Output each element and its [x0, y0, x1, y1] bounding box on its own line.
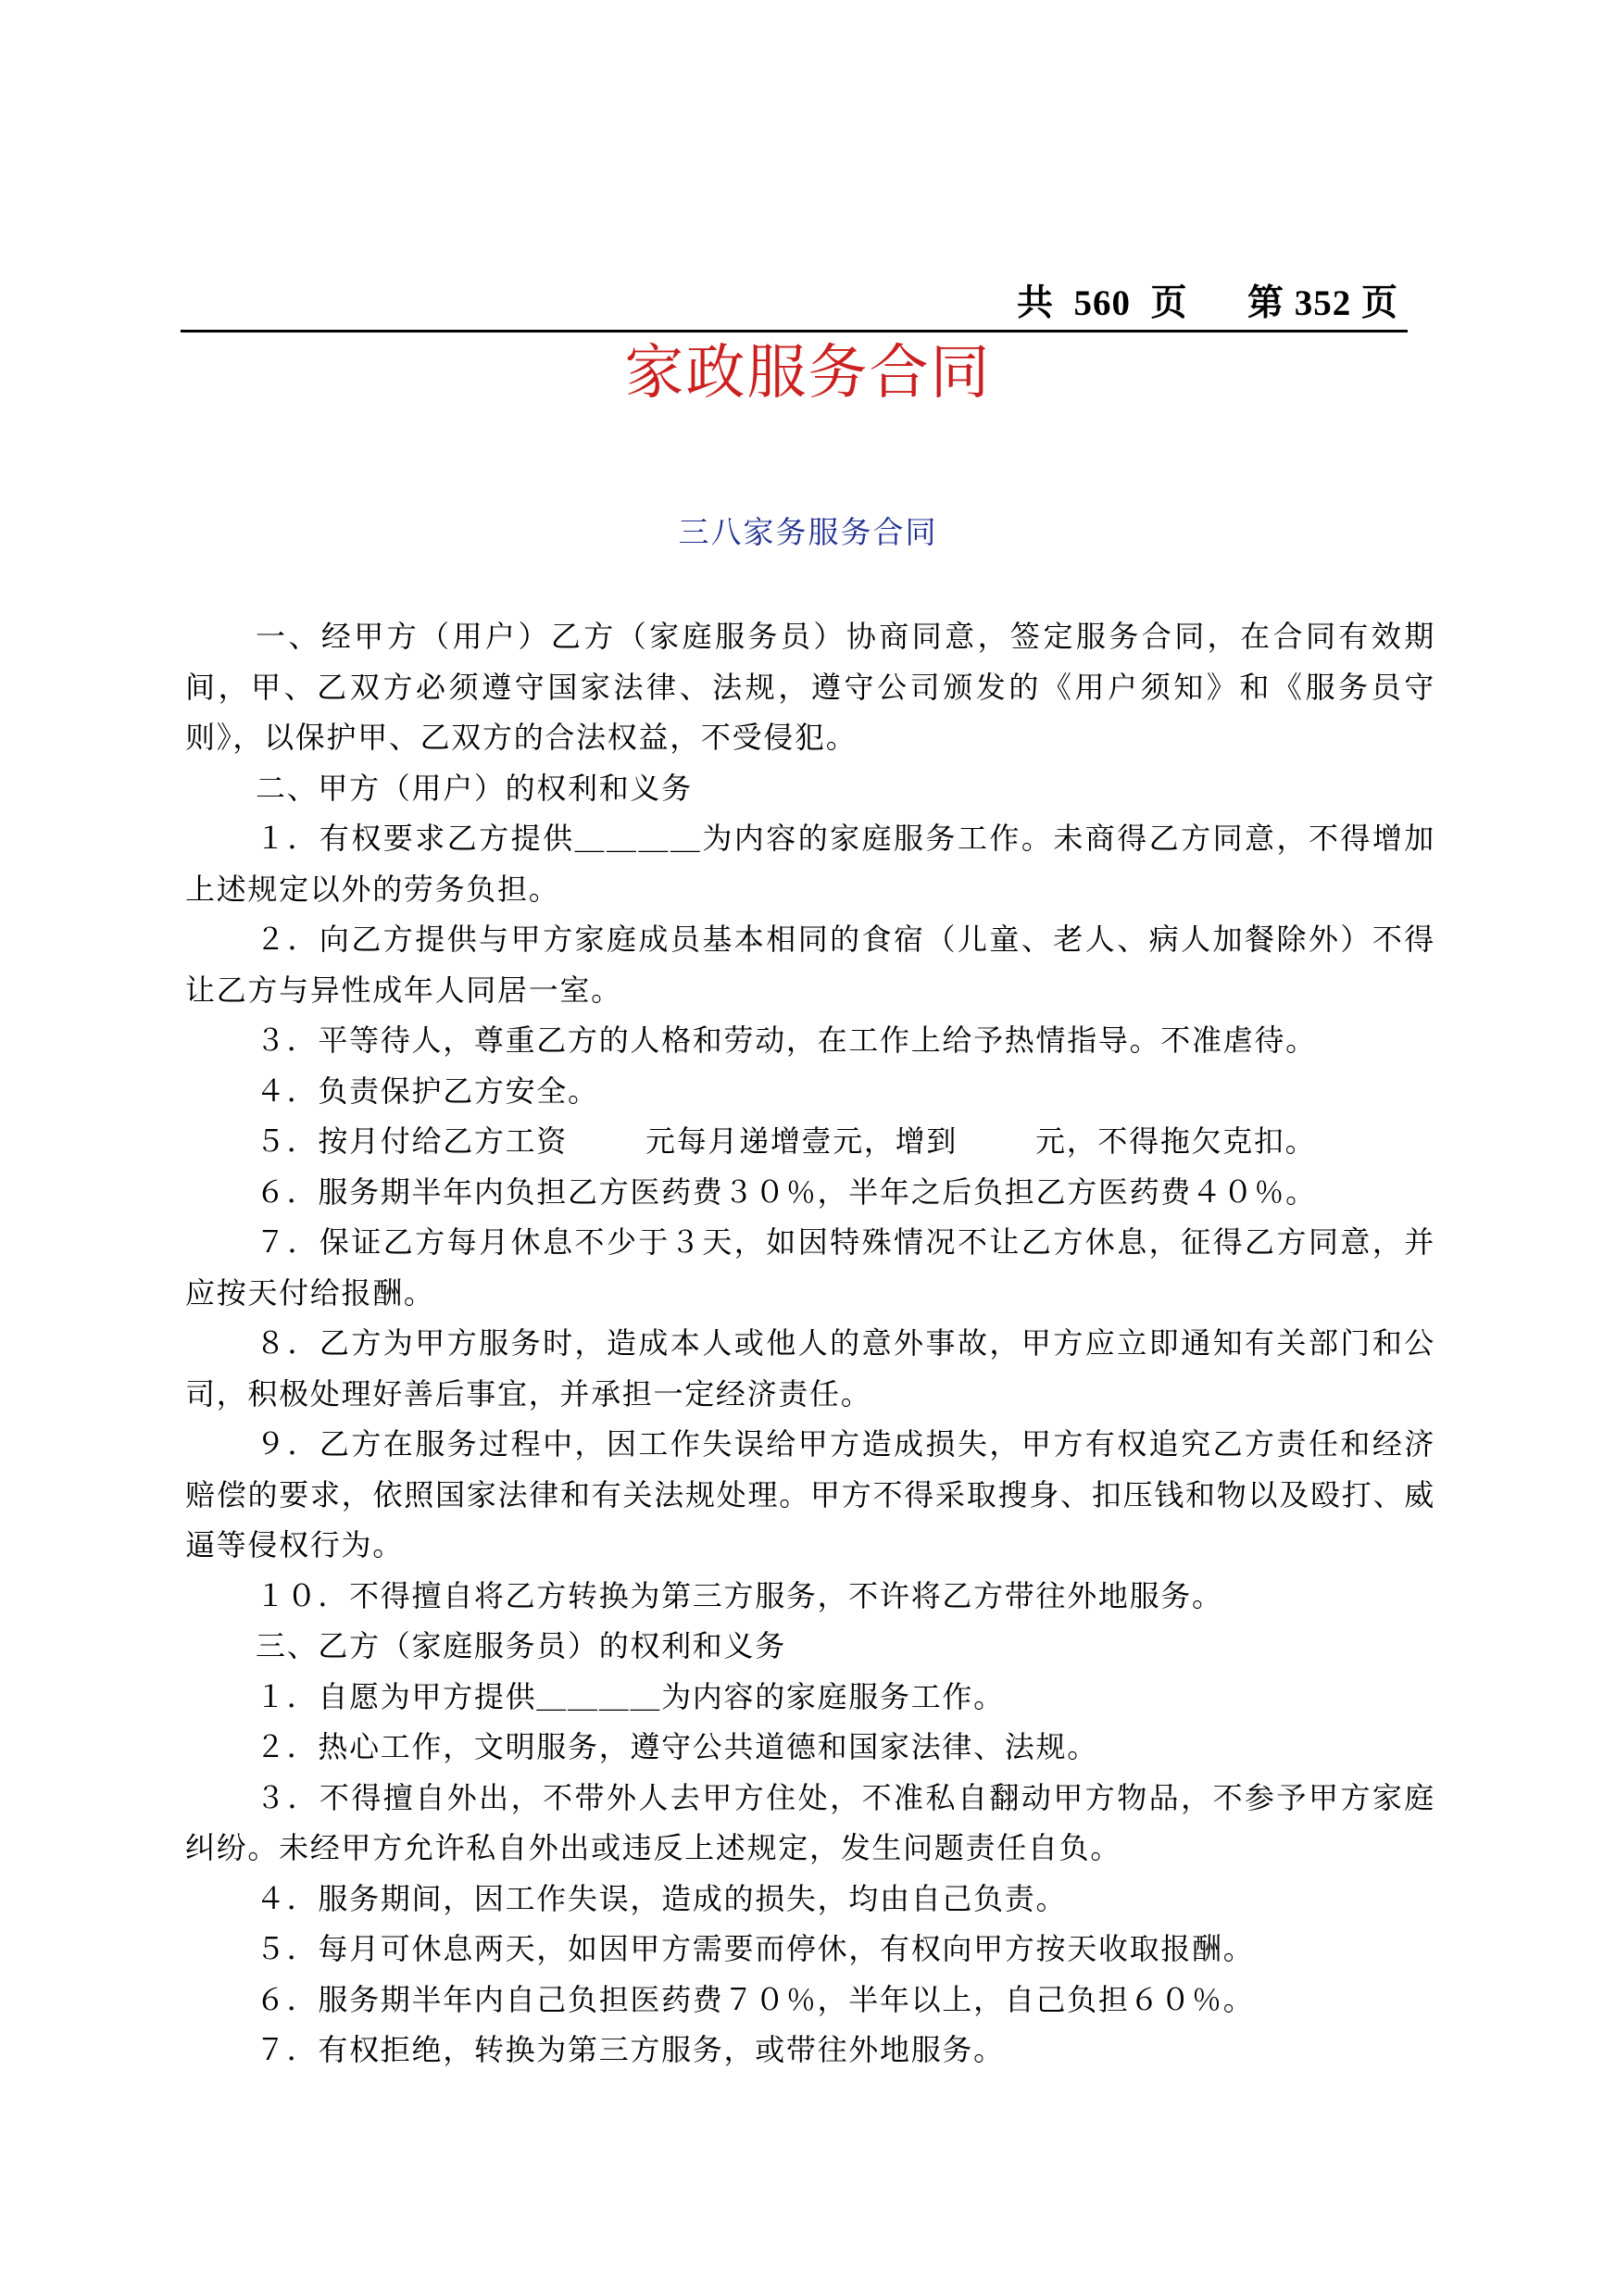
- clause-a-9: ９．乙方在服务过程中，因工作失误给甲方造成损失，甲方有权追究乙方责任和经济赔偿的要求，依照国家法律和有关法规处理。甲方不得采取搜身、扣压钱和物以及殴打、威逼等侵权行为。: [185, 1426, 1435, 1562]
- clause-a-5-text-1: ５．按月付给乙方工资: [256, 1123, 569, 1159]
- clause-a-3: ３．平等待人，尊重乙方的人格和劳动，在工作上给予热情指导。不准虐待。: [256, 1023, 1317, 1058]
- clause-a-7: ７．保证乙方每月休息不少于３天，如因特殊情况不让乙方休息，征得乙方同意，并应按天付给报酬。: [185, 1224, 1435, 1311]
- clause-b-5: ５．每月可休息两天，如因甲方需要而停休，有权向甲方按天收取报酬。: [256, 1931, 1255, 1966]
- clause-b-6: ６．服务期半年内自己负担医药费７０％，半年以上，自己负担６０％。: [256, 1981, 1255, 2017]
- clause-a-10: １０．不得擅自将乙方转换为第三方服务，不许将乙方带往外地服务。: [256, 1577, 1223, 1613]
- clause-a-5-text-3: 元，不得拖欠克扣。: [1035, 1123, 1317, 1159]
- clause-b-3: ３．不得擅自外出，不带外人去甲方住处，不准私自翻动甲方物品，不参予甲方家庭纠纷。未经甲方允许私自外出或违反上述规定，发生问题责任自负。: [185, 1779, 1435, 1865]
- contract-body: [185, 611, 1435, 2076]
- clause-a-4: ４．负责保护乙方安全。: [256, 1073, 599, 1109]
- document-title: 家政服务合同: [624, 339, 992, 408]
- clause-a-1: １．有权要求乙方提供＿＿＿＿为内容的家庭服务工作。未商得乙方同意，不得增加上述规定以外的劳务负担。: [185, 821, 1435, 907]
- section-heading-party-a: 二、甲方（用户）的权利和义务: [256, 770, 693, 806]
- section-heading-party-b: 三、乙方（家庭服务员）的权利和义务: [256, 1628, 786, 1663]
- contract-subtitle: 三八家务服务合同: [678, 514, 938, 550]
- clause-a-2: ２．向乙方提供与甲方家庭成员基本相同的食宿（儿童、老人、病人加餐除外）不得让乙方与异性成年人同居一室。: [185, 922, 1435, 1008]
- clause-b-2: ２．热心工作，文明服务，遵守公共道德和国家法律、法规。: [256, 1729, 1098, 1764]
- clause-a-5-text-2: 元每月递增壹元，增到: [645, 1123, 958, 1159]
- clause-b-7: ７．有权拒绝，转换为第三方服务，或带往外地服务。: [256, 2032, 1005, 2067]
- clause-a-8: ８．乙方为甲方服务时，造成本人或他人的意外事故，甲方应立即通知有关部门和公司，积极处理好善后事宜，并承担一定经济责任。: [185, 1325, 1435, 1411]
- clause-a-6: ６．服务期半年内负担乙方医药费３０％，半年之后负担乙方医药费４０％。: [256, 1173, 1317, 1210]
- page-header: [181, 278, 1408, 332]
- clause-b-1: １．自愿为甲方提供＿＿＿＿为内容的家庭服务工作。: [256, 1678, 1005, 1714]
- intro-paragraph: 一、经甲方（用户）乙方（家庭服务员）协商同意，签定服务合同，在合同有效期间，甲、乙双方必须遵守国家法律、法规，遵守公司颁发的《用户须知》和《服务员守则》，以保护甲、乙双方的合法权益，不受侵犯。: [185, 619, 1435, 755]
- page-count: 共 560 页 第 352 页: [1016, 283, 1398, 323]
- clause-b-4: ４．服务期间，因工作失误，造成的损失，均由自己负责。: [256, 1880, 1068, 1916]
- clause-a-5: [185, 1116, 1435, 1167]
